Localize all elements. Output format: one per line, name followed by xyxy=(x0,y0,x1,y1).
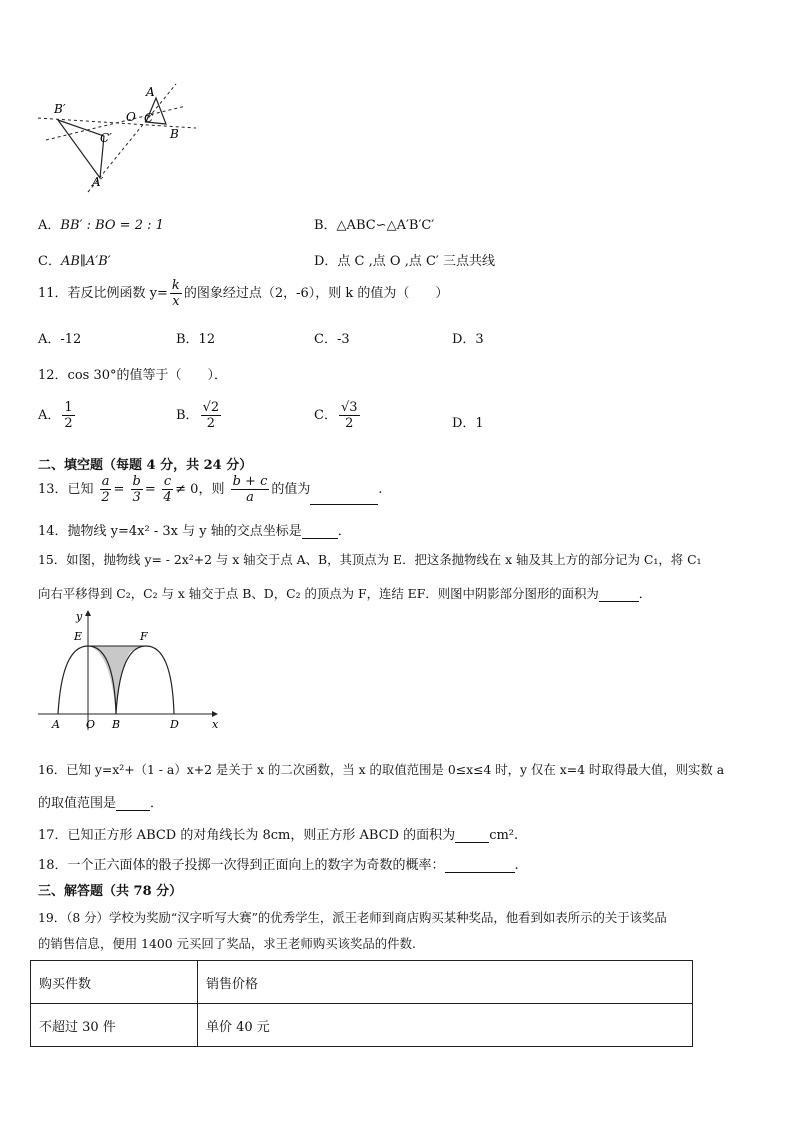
svg-text:F: F xyxy=(140,630,148,643)
table-cell: 不超过 30 件 xyxy=(31,1004,198,1047)
q10-option-b: B．△ABC∽△A′B′C′ xyxy=(314,218,435,233)
q10-option-d: D．点 C ,点 O ,点 C′ 三点共线 xyxy=(314,254,495,269)
svg-text:A: A xyxy=(52,718,60,731)
q12-stem: 12．cos 30°的值等于（ ）． xyxy=(38,368,227,383)
label-Aprime: A′ xyxy=(92,175,104,189)
q11-fraction: $\frac{k}{x}$ xyxy=(171,278,180,309)
q16-line-2: 的取值范围是 ． xyxy=(38,796,164,811)
q12-option-a: A． $\frac{1}{2}$ xyxy=(38,400,73,431)
svg-text:y: y xyxy=(76,610,83,623)
q12-option-c: C． $\frac{√3}{2}$ xyxy=(314,400,358,431)
label-O: O xyxy=(126,110,136,124)
q19-line-1: 19．（8 分）学校为奖励“汉字听写大赛”的优秀学生，派王老师到商店购买某种奖品，他看到如表所示的关于该奖品 xyxy=(38,910,667,925)
table-row xyxy=(31,1004,693,1047)
q10-option-a: A．BB′ : BO = 2 : 1 xyxy=(38,218,164,233)
q15-line-2: 向右平移得到 C₂，C₂ 与 x 轴交于点 B、D，C₂ 的顶点为 F，连结 EF．则图中阴影部分图形的面积为 ． xyxy=(38,586,652,601)
svg-text:O: O xyxy=(86,718,96,731)
q14-stem: 14．抛物线 y=4x² - 3x 与 y 轴的交点坐标是 ． xyxy=(38,524,351,539)
table-cell: 购买件数 xyxy=(31,961,198,1004)
label-A: A xyxy=(146,85,155,99)
q15-line-1: 15．如图，抛物线 y= - 2x²+2 与 x 轴交于点 A、B，其顶点为 E．把这条抛物线在 x 轴及其上方的部分记为 C₁，将 C₁ xyxy=(38,552,702,567)
q13-answer-blank[interactable] xyxy=(310,492,378,505)
homothety-figure xyxy=(36,82,200,194)
svg-text:E: E xyxy=(74,630,83,643)
q11-option-a: A．-12 xyxy=(38,332,82,347)
section-heading-fill-in: 二、填空题（每题 4 分，共 24 分） xyxy=(38,458,253,473)
table-cell: 单价 40 元 xyxy=(198,1004,693,1047)
q18-answer-blank[interactable] xyxy=(445,860,515,873)
q19-line-2: 的销售信息，便用 1400 元买回了奖品，求王老师购买该奖品的件数. xyxy=(38,936,416,951)
q16-line-1: 16．已知 y=x²+（1 - a）x+2 是关于 x 的二次函数，当 x 的取值范围是 0≤x≤4 时，y 仅在 x=4 时取得最大值，则实数 a xyxy=(38,762,725,777)
label-Bprime: B′ xyxy=(54,102,66,116)
parabola-figure xyxy=(36,608,226,734)
label-B: B xyxy=(170,127,179,141)
table-row xyxy=(31,961,693,1004)
svg-text:D: D xyxy=(170,718,179,731)
q15-answer-blank[interactable] xyxy=(599,589,639,602)
q11-option-c: C．-3 xyxy=(314,332,350,347)
q11-stem: 11．若反比例函数 y= $\frac{k}{x}$ 的图象经过点（2，-6），则 k 的值为（ ） xyxy=(38,278,449,309)
svg-text:B: B xyxy=(112,718,121,731)
q18-stem: 18．一个正六面体的骰子投掷一次得到正面向上的数字为奇数的概率： . xyxy=(38,858,519,873)
q17-stem: 17．已知正方形 ABCD 的对角线长为 8cm，则正方形 ABCD 的面积为 cm². xyxy=(38,828,519,843)
q16-answer-blank[interactable] xyxy=(116,798,150,811)
q10-option-c: C．AB∥A′B′ xyxy=(38,254,111,269)
q11-option-b: B．12 xyxy=(176,332,216,347)
label-Cprime: C′ xyxy=(100,131,112,145)
svg-text:x: x xyxy=(212,718,219,731)
q17-answer-blank[interactable] xyxy=(455,830,489,843)
q13-stem: 13．已知 $\frac{a}{2}$ = $\frac{b}{3}$ = $\frac{c}{4}$ ≠ 0，则 $\frac{b + c}{a}$ 的值为 . xyxy=(38,474,383,505)
q12-option-b: B． $\frac{√2}{2}$ xyxy=(176,400,220,431)
q14-answer-blank[interactable] xyxy=(302,526,338,539)
q11-option-d: D．3 xyxy=(452,332,484,347)
section-heading-solve: 三、解答题（共 78 分） xyxy=(38,884,183,899)
q12-option-d: D．1 xyxy=(452,416,484,431)
label-C: C xyxy=(144,111,154,125)
price-table xyxy=(30,960,693,1047)
table-cell: 销售价格 xyxy=(198,961,693,1004)
